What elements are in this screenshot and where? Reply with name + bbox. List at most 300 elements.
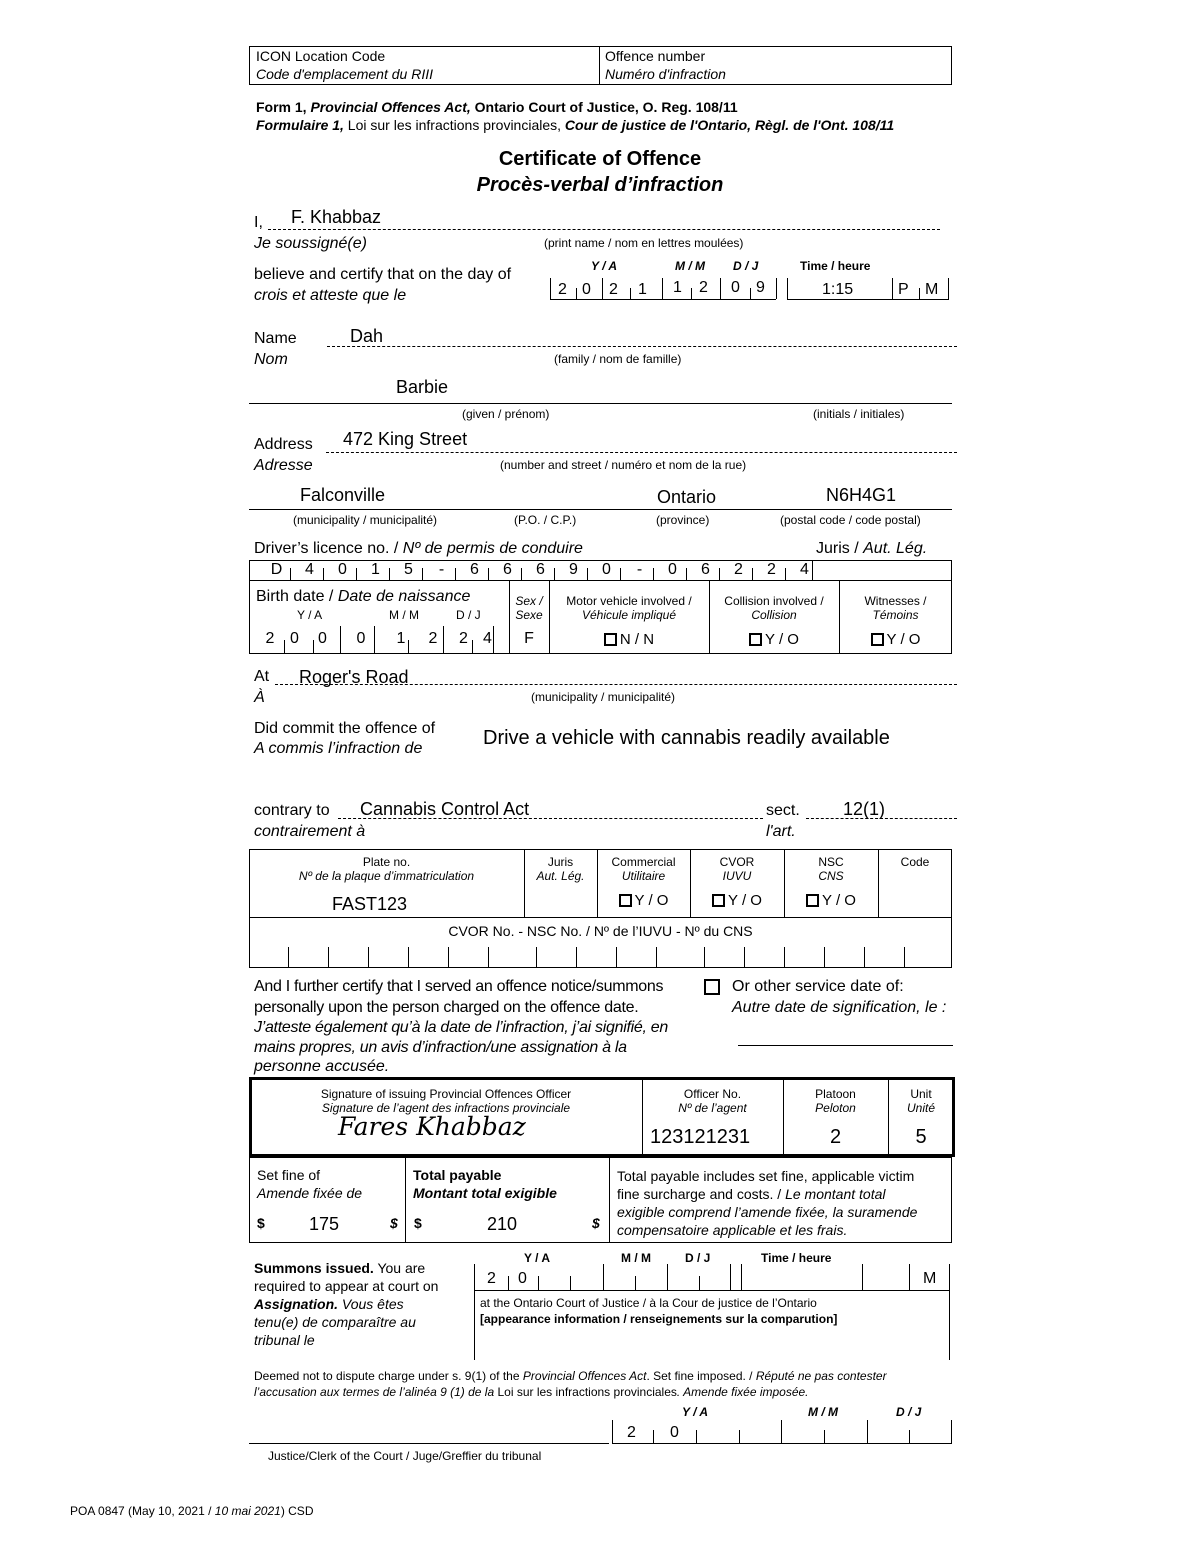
cell-tick bbox=[696, 1430, 697, 1443]
po-hint: (P.O. / C.P.) bbox=[514, 513, 577, 527]
other-service-line[interactable] bbox=[738, 1045, 953, 1046]
summons-line-1 bbox=[254, 1259, 438, 1277]
cell-tick bbox=[635, 1276, 636, 1290]
total-note bbox=[617, 1167, 917, 1239]
cell-tick bbox=[824, 1430, 825, 1443]
certify-am-pm-2[interactable]: M bbox=[925, 281, 939, 298]
cell-tick bbox=[603, 1264, 604, 1290]
licence-char: - bbox=[438, 561, 445, 578]
sex-label-fr: Sexe bbox=[515, 608, 543, 622]
cell-tick bbox=[784, 947, 785, 967]
code-label: Code bbox=[900, 855, 930, 869]
certify-label-fr: crois et atteste que le bbox=[254, 287, 407, 304]
total-dollar-right: $ bbox=[592, 1215, 600, 1231]
header-divider bbox=[599, 46, 600, 85]
collision-label-fr: Collision bbox=[751, 608, 797, 622]
cell-tick bbox=[656, 947, 657, 967]
appearance-info[interactable]: [appearance information / renseignements sur la comparution] bbox=[480, 1312, 838, 1326]
footer-a: POA 0847 (May 10, 2021 / bbox=[70, 1504, 215, 1518]
offence-label: Did commit the offence of bbox=[254, 720, 436, 737]
total-payable-value[interactable]: 210 bbox=[487, 1214, 518, 1234]
checkbox-icon bbox=[749, 633, 762, 646]
other-service-checkbox[interactable] bbox=[704, 979, 723, 998]
cell-tick bbox=[739, 1430, 740, 1443]
deemed-mm-label: M / M bbox=[808, 1405, 838, 1419]
licence-number[interactable] bbox=[260, 561, 821, 579]
summons-date-line bbox=[474, 1290, 950, 1291]
family-name-hint: (family / nom de famille) bbox=[554, 352, 682, 366]
nsc-en: NSC bbox=[818, 855, 844, 869]
deemed-year-2[interactable]: 0 bbox=[670, 1424, 679, 1441]
birth-digit: 4 bbox=[483, 630, 492, 647]
summons-en-rest: You are bbox=[373, 1260, 426, 1276]
deemed-1d: Réputé ne pas contester bbox=[755, 1369, 887, 1383]
total-payable-label: Total payable bbox=[413, 1167, 502, 1183]
justice-signature-line[interactable] bbox=[249, 1443, 609, 1444]
cvor-number-label: CVOR No. - NSC No. / Nº de l’IUVU - Nº du CNS bbox=[448, 923, 753, 939]
cell-tick bbox=[576, 288, 577, 299]
licence-char: 9 bbox=[569, 561, 578, 578]
checkbox-icon bbox=[604, 633, 617, 646]
platoon-label bbox=[783, 1087, 888, 1115]
sex-label bbox=[509, 594, 549, 622]
checkbox-icon bbox=[704, 979, 720, 995]
set-fine-dollar-right: $ bbox=[390, 1215, 398, 1231]
summons-mm-label: M / M bbox=[621, 1251, 651, 1265]
date-baseline bbox=[550, 299, 776, 300]
justice-label: Justice/Clerk of the Court / Juge/Greffier du tribunal bbox=[268, 1449, 542, 1463]
cvor-fr: IUVU bbox=[722, 869, 752, 883]
cell-tick bbox=[488, 947, 489, 967]
deemed-year-1[interactable]: 2 bbox=[627, 1424, 636, 1441]
motor-label-en: Motor vehicle involved / bbox=[566, 594, 692, 608]
form-reference-en bbox=[256, 99, 738, 115]
witness-label-fr: Témoins bbox=[872, 608, 919, 622]
certify-year-4[interactable]: 1 bbox=[638, 281, 647, 298]
time-label: Time / heure bbox=[800, 259, 871, 273]
officer-signature[interactable]: Fares Khabbaz bbox=[338, 1112, 526, 1141]
cell-tick bbox=[741, 1264, 742, 1290]
form-footer bbox=[70, 1504, 313, 1518]
certify-day-2[interactable]: 9 bbox=[756, 279, 765, 296]
address-label-fr: Adresse bbox=[254, 457, 313, 474]
cell-tick bbox=[909, 1264, 910, 1290]
street-value[interactable]: 472 King Street bbox=[343, 429, 468, 449]
service-line-1: And I further certify that I served an offence notice/summons bbox=[254, 978, 664, 995]
page-title-fr: Procès-verbal d’infraction bbox=[476, 174, 724, 196]
total-note-2 bbox=[617, 1185, 917, 1203]
licence-char: 6 bbox=[503, 561, 512, 578]
summons-line-3 bbox=[254, 1295, 438, 1313]
cell-tick bbox=[288, 947, 289, 967]
cell-tick bbox=[602, 278, 603, 299]
icon-location-label: ICON Location Code bbox=[256, 48, 386, 64]
cell-tick bbox=[570, 1276, 571, 1290]
form-ref-fr-a: Formulaire 1, bbox=[256, 117, 344, 133]
licence-char: 2 bbox=[767, 561, 776, 578]
platoon-value[interactable]: 2 bbox=[829, 1126, 842, 1148]
licence-char: 6 bbox=[470, 561, 479, 578]
location-hint: (municipality / municipalité) bbox=[531, 690, 676, 704]
signature-label-en: Signature of issuing Provincial Offences Officer bbox=[320, 1087, 572, 1101]
cell-tick bbox=[867, 1420, 868, 1443]
vehicle-juris-fr: Aut. Lég. bbox=[536, 869, 585, 883]
officer-no-en: Officer No. bbox=[683, 1087, 742, 1101]
commercial-checkbox[interactable] bbox=[597, 892, 690, 909]
licence-label-fr: Nº de permis de conduire bbox=[402, 540, 583, 557]
nsc-label bbox=[784, 855, 878, 883]
checkbox-icon bbox=[806, 894, 819, 907]
initials-hint: (initials / initiales) bbox=[813, 407, 905, 421]
total-note-2-en: fine surcharge and costs. / bbox=[617, 1186, 786, 1202]
cell-tick bbox=[616, 947, 617, 967]
licence-char: 4 bbox=[305, 561, 314, 578]
summons-bold-fr: Assignation. bbox=[254, 1296, 339, 1312]
cvor-en: CVOR bbox=[719, 855, 755, 869]
location-value[interactable]: Roger's Road bbox=[299, 667, 409, 687]
family-name-value[interactable]: Dah bbox=[350, 326, 384, 346]
nsc-choice: Y / O bbox=[822, 892, 856, 909]
certify-year-2[interactable]: 0 bbox=[582, 281, 591, 298]
total-payable-label-fr: Montant total exigible bbox=[413, 1185, 557, 1201]
cell-tick bbox=[368, 947, 369, 967]
cvor-choice: Y / O bbox=[728, 892, 762, 909]
cell-tick bbox=[776, 278, 777, 299]
offence-label-fr: A commis l’infraction de bbox=[254, 740, 423, 757]
cvor-checkbox[interactable] bbox=[690, 892, 784, 909]
certify-day-1[interactable]: 0 bbox=[731, 279, 740, 296]
offence-number-label-fr: Numéro d'infraction bbox=[605, 66, 726, 82]
cell-tick bbox=[824, 947, 825, 967]
plate-value[interactable]: FAST123 bbox=[332, 894, 408, 914]
municipality-hint: (municipality / municipalité) bbox=[293, 513, 438, 527]
licence-char: - bbox=[636, 561, 643, 578]
motor-label bbox=[549, 594, 709, 622]
summons-meridiem[interactable]: M bbox=[923, 1270, 937, 1287]
fine-col bbox=[609, 1157, 610, 1243]
province-hint: (province) bbox=[656, 513, 710, 527]
cell-tick bbox=[536, 947, 537, 967]
plate-label bbox=[249, 855, 524, 883]
cell-tick bbox=[919, 288, 920, 299]
footer-c: ) CSD bbox=[280, 1504, 314, 1518]
cell-tick bbox=[408, 947, 409, 967]
icon-location-label-fr: Code d'emplacement du RIII bbox=[256, 66, 433, 82]
summons-fr-rest: Vous êtes bbox=[338, 1296, 404, 1312]
deemed-2b: Loi sur les infractions provinciales bbox=[497, 1385, 677, 1399]
cell-tick bbox=[948, 278, 949, 299]
total-note-4: compensatoire applicable et les frais. bbox=[617, 1222, 848, 1238]
unit-en: Unit bbox=[910, 1087, 932, 1101]
footer-b: 10 mai 2021 bbox=[214, 1504, 281, 1518]
street-line bbox=[326, 452, 957, 453]
deemed-date-line bbox=[612, 1443, 952, 1444]
cell-tick bbox=[909, 1430, 910, 1443]
licence-char: D bbox=[270, 561, 283, 578]
officer-name-line bbox=[268, 229, 940, 230]
other-service-label-fr: Autre date de signification, le : bbox=[732, 999, 947, 1016]
motor-label-fr: Véhicule impliqué bbox=[581, 608, 677, 622]
birth-date-label bbox=[256, 588, 470, 606]
cell-tick bbox=[576, 947, 577, 967]
birth-digit: 0 bbox=[290, 630, 299, 647]
motor-choice: N / N bbox=[619, 631, 655, 648]
service-line-3: J’atteste également qu’à la date de l’infraction, j’ai signifié, en bbox=[254, 1019, 668, 1036]
certify-month-2[interactable]: 2 bbox=[699, 279, 708, 296]
cell-tick bbox=[448, 947, 449, 967]
signature-label-fr: Signature de l’agent des infractions provinciale bbox=[321, 1101, 571, 1115]
cell-tick bbox=[892, 278, 893, 299]
cell-tick bbox=[951, 1420, 952, 1443]
act-value[interactable]: Cannabis Control Act bbox=[360, 799, 530, 819]
postal-value[interactable]: N6H4G1 bbox=[826, 485, 897, 505]
birth-date-digits[interactable] bbox=[260, 630, 498, 648]
cell-tick bbox=[662, 278, 663, 299]
sect-label: sect. bbox=[766, 802, 800, 819]
at-label-fr: À bbox=[254, 689, 265, 706]
province-value[interactable]: Ontario bbox=[657, 487, 717, 507]
cell-tick bbox=[787, 278, 788, 299]
deemed-2c: . Amende fixée imposée. bbox=[676, 1385, 809, 1399]
licence-label-en: Driver’s licence no. / bbox=[254, 540, 403, 557]
certify-year-1[interactable]: 2 bbox=[558, 281, 567, 298]
form-ref-c: Ontario Court of Justice, O. Reg. 108/11 bbox=[470, 99, 738, 115]
form-ref-a: Form 1, bbox=[256, 99, 311, 115]
summons-line-2: required to appear at court on bbox=[254, 1278, 439, 1294]
licence-char: 5 bbox=[404, 561, 413, 578]
commercial-label bbox=[597, 855, 690, 883]
summons-ya-label: Y / A bbox=[524, 1251, 551, 1265]
city-line bbox=[249, 509, 952, 510]
officer-no-value[interactable]: 123121231 bbox=[650, 1126, 751, 1148]
summons-text bbox=[254, 1259, 438, 1349]
collision-label-en: Collision involved / bbox=[724, 594, 824, 608]
street-hint: (number and street / numéro et nom de la rue) bbox=[500, 458, 747, 472]
cell-tick bbox=[904, 947, 905, 967]
summons-left-border bbox=[474, 1264, 475, 1360]
cell-tick bbox=[550, 278, 551, 299]
witness-label bbox=[839, 594, 952, 622]
form-ref-fr-c: Cour de justice de l'Ontario, Règl. de l'Ont. 108/11 bbox=[561, 117, 895, 133]
contrary-label-fr: contrairement à bbox=[254, 823, 366, 840]
given-name-hint: (given / prénom) bbox=[462, 407, 550, 421]
sex-label-en: Sex / bbox=[515, 594, 543, 608]
cell-tick bbox=[691, 288, 692, 299]
cell-tick bbox=[328, 947, 329, 967]
collision-choice: Y / O bbox=[765, 631, 799, 648]
deemed-line-2 bbox=[254, 1385, 809, 1399]
licence-char: 0 bbox=[602, 561, 611, 578]
vehicle-juris-en: Juris bbox=[547, 855, 574, 869]
municipality-value[interactable]: Falconville bbox=[300, 485, 386, 505]
birth-digit: 0 bbox=[356, 630, 366, 647]
certify-year-3[interactable]: 2 bbox=[609, 281, 618, 298]
deemed-ya-label: Y / A bbox=[682, 1405, 709, 1419]
witness-label-en: Witnesses / bbox=[864, 594, 927, 608]
section-value[interactable]: 12(1) bbox=[843, 799, 886, 819]
officer-no-label bbox=[642, 1087, 783, 1115]
cell-tick bbox=[781, 1420, 782, 1443]
summons-right-border bbox=[949, 1264, 950, 1360]
cell-tick bbox=[730, 1264, 731, 1290]
postal-hint: (postal code / code postal) bbox=[780, 513, 921, 527]
deemed-2a: l’accusation aux termes de l’alinéa 9 (1) de la bbox=[254, 1385, 498, 1399]
summons-dj-label: D / J bbox=[685, 1251, 711, 1265]
page-title: Certificate of Offence bbox=[498, 148, 702, 170]
birth-dj-label: D / J bbox=[456, 608, 481, 622]
checkbox-icon bbox=[712, 894, 725, 907]
officer-no-fr: Nº de l’agent bbox=[678, 1101, 747, 1115]
deemed-1a: Deemed not to dispute charge under s. 9(1) of the bbox=[254, 1369, 523, 1383]
commercial-choice: Y / O bbox=[634, 892, 669, 909]
sex-value[interactable]: F bbox=[524, 630, 534, 647]
other-service-label: Or other service date of: bbox=[732, 978, 904, 995]
licence-char: 4 bbox=[800, 561, 809, 578]
date-mm-label: M / M bbox=[675, 259, 705, 273]
cell-tick bbox=[630, 288, 631, 299]
total-dollar-left: $ bbox=[414, 1215, 422, 1231]
total-note-1: Total payable includes set fine, applicable victim bbox=[617, 1168, 915, 1184]
set-fine-label-fr: Amende fixée de bbox=[257, 1185, 363, 1201]
birth-digit: 1 bbox=[396, 630, 406, 647]
commercial-fr: Utilitaire bbox=[621, 869, 666, 883]
summons-bold-en: Summons issued. bbox=[254, 1260, 374, 1276]
platoon-fr: Peloton bbox=[815, 1101, 856, 1115]
witness-choice: Y / O bbox=[886, 631, 921, 648]
collision-checkbox[interactable] bbox=[709, 631, 839, 648]
service-line-4: mains propres, un avis d’infraction/une assignation à la bbox=[254, 1039, 627, 1056]
vehicle-juris-label bbox=[524, 855, 597, 883]
court-line: at the Ontario Court of Justice / à la Cour de justice de l’Ontario bbox=[480, 1296, 817, 1310]
summons-line-5: tribunal le bbox=[254, 1332, 315, 1348]
summons-year-2[interactable]: 0 bbox=[518, 1270, 527, 1287]
given-name-line bbox=[249, 403, 952, 404]
licence-juris-en: Juris / bbox=[816, 540, 864, 557]
plate-label-fr: Nº de la plaque d’immatriculation bbox=[298, 869, 475, 883]
set-fine-value[interactable]: 175 bbox=[309, 1214, 340, 1234]
licence-juris-fr: Aut. Lég. bbox=[863, 540, 928, 557]
licence-row-divider bbox=[249, 580, 952, 581]
motor-checkbox[interactable] bbox=[549, 631, 709, 648]
birth-digit: 2 bbox=[265, 630, 275, 647]
licence-char: 6 bbox=[701, 561, 710, 578]
certify-month-1[interactable]: 1 bbox=[673, 279, 682, 296]
date-dj-label: D / J bbox=[733, 259, 759, 273]
vehicle-row-divider bbox=[249, 917, 952, 918]
cvor-label bbox=[690, 855, 784, 883]
nsc-fr: CNS bbox=[818, 869, 844, 883]
date-ya-label: Y / A bbox=[591, 259, 618, 273]
licence-char: 6 bbox=[536, 561, 545, 578]
cell-tick bbox=[862, 1264, 863, 1290]
licence-label bbox=[254, 540, 583, 558]
name-label-fr: Nom bbox=[254, 351, 288, 368]
platoon-en: Platoon bbox=[815, 1087, 856, 1101]
unit-label bbox=[888, 1087, 954, 1115]
cell-tick bbox=[538, 1276, 539, 1290]
summons-time-label: Time / heure bbox=[761, 1251, 832, 1265]
print-name-hint: (print name / nom en lettres moulées) bbox=[544, 236, 744, 250]
summons-year-1[interactable]: 2 bbox=[487, 1270, 496, 1287]
licence-juris-label bbox=[816, 540, 927, 558]
fine-col bbox=[405, 1157, 406, 1243]
checkbox-icon bbox=[619, 894, 632, 907]
offence-value[interactable]: Drive a vehicle with cannabis readily available bbox=[483, 727, 890, 749]
cell-tick bbox=[653, 1430, 654, 1443]
deemed-line-1 bbox=[254, 1369, 887, 1383]
offence-number-label: Offence number bbox=[605, 48, 706, 64]
officer-name-value[interactable]: F. Khabbaz bbox=[291, 207, 382, 227]
licence-char: 0 bbox=[338, 561, 347, 578]
cell-tick bbox=[508, 1276, 509, 1290]
at-label: At bbox=[254, 668, 270, 685]
deemed-dj-label: D / J bbox=[896, 1405, 922, 1419]
officer-name-label: I, bbox=[254, 214, 263, 231]
cell-tick bbox=[744, 947, 745, 967]
birth-digit: 0 bbox=[318, 630, 327, 647]
deemed-1b: Provincial Offences Act bbox=[522, 1369, 647, 1383]
plate-label-en: Plate no. bbox=[362, 855, 411, 869]
licence-char: 2 bbox=[734, 561, 743, 578]
birth-digit: 2 bbox=[428, 630, 438, 647]
witness-checkbox[interactable] bbox=[839, 631, 952, 648]
form-ref-b: Provincial Offences Act, bbox=[310, 99, 471, 115]
address-label: Address bbox=[254, 436, 313, 453]
cell-tick bbox=[864, 947, 865, 967]
cell-tick bbox=[720, 278, 721, 299]
certify-time[interactable]: 1:15 bbox=[822, 281, 854, 298]
licence-char: 1 bbox=[371, 561, 380, 578]
birth-digit: 2 bbox=[459, 630, 468, 647]
unit-value[interactable]: 5 bbox=[915, 1126, 927, 1148]
checkbox-icon bbox=[871, 633, 884, 646]
set-fine-label: Set fine of bbox=[257, 1167, 321, 1183]
name-label: Name bbox=[254, 330, 297, 347]
collision-label bbox=[709, 594, 839, 622]
given-name-value[interactable]: Barbie bbox=[396, 377, 449, 397]
commercial-en: Commercial bbox=[611, 855, 676, 869]
certify-am-pm-1[interactable]: P bbox=[898, 281, 909, 298]
time-baseline bbox=[787, 299, 949, 300]
deemed-1c: . Set fine imposed. / bbox=[646, 1369, 756, 1383]
birth-label-en: Birth date / bbox=[256, 588, 338, 605]
signature-label bbox=[250, 1087, 642, 1115]
form-reference-fr bbox=[256, 117, 894, 133]
service-line-2: personally upon the person charged on the offence date. bbox=[254, 999, 639, 1016]
cell-tick bbox=[667, 1264, 668, 1290]
cell-tick bbox=[750, 288, 751, 299]
cell-tick bbox=[699, 1276, 700, 1290]
sect-label-fr: l'art. bbox=[766, 823, 796, 840]
summons-line-4: tenu(e) de comparaître au bbox=[254, 1314, 416, 1330]
total-note-2-fr: Le montant total bbox=[785, 1186, 886, 1202]
nsc-checkbox[interactable] bbox=[784, 892, 878, 909]
birth-label-fr: Date de naissance bbox=[337, 588, 471, 605]
contrary-label: contrary to bbox=[254, 802, 330, 819]
officer-name-label-fr: Je soussigné(e) bbox=[254, 235, 367, 252]
form-ref-fr-b: Loi sur les infractions provinciales, bbox=[343, 117, 562, 133]
total-note-3: exigible comprend l’amende fixée, la suramende bbox=[617, 1204, 918, 1220]
licence-char: 0 bbox=[668, 561, 677, 578]
service-line-5: personne accusée. bbox=[254, 1058, 390, 1075]
family-name-line bbox=[327, 346, 957, 347]
cell-tick bbox=[612, 1420, 613, 1443]
set-fine-dollar-left: $ bbox=[257, 1215, 265, 1231]
cell-tick bbox=[704, 947, 705, 967]
birth-ya-label: Y / A bbox=[297, 608, 323, 622]
certify-label: believe and certify that on the day of bbox=[254, 266, 512, 283]
unit-fr: Unité bbox=[906, 1101, 935, 1115]
